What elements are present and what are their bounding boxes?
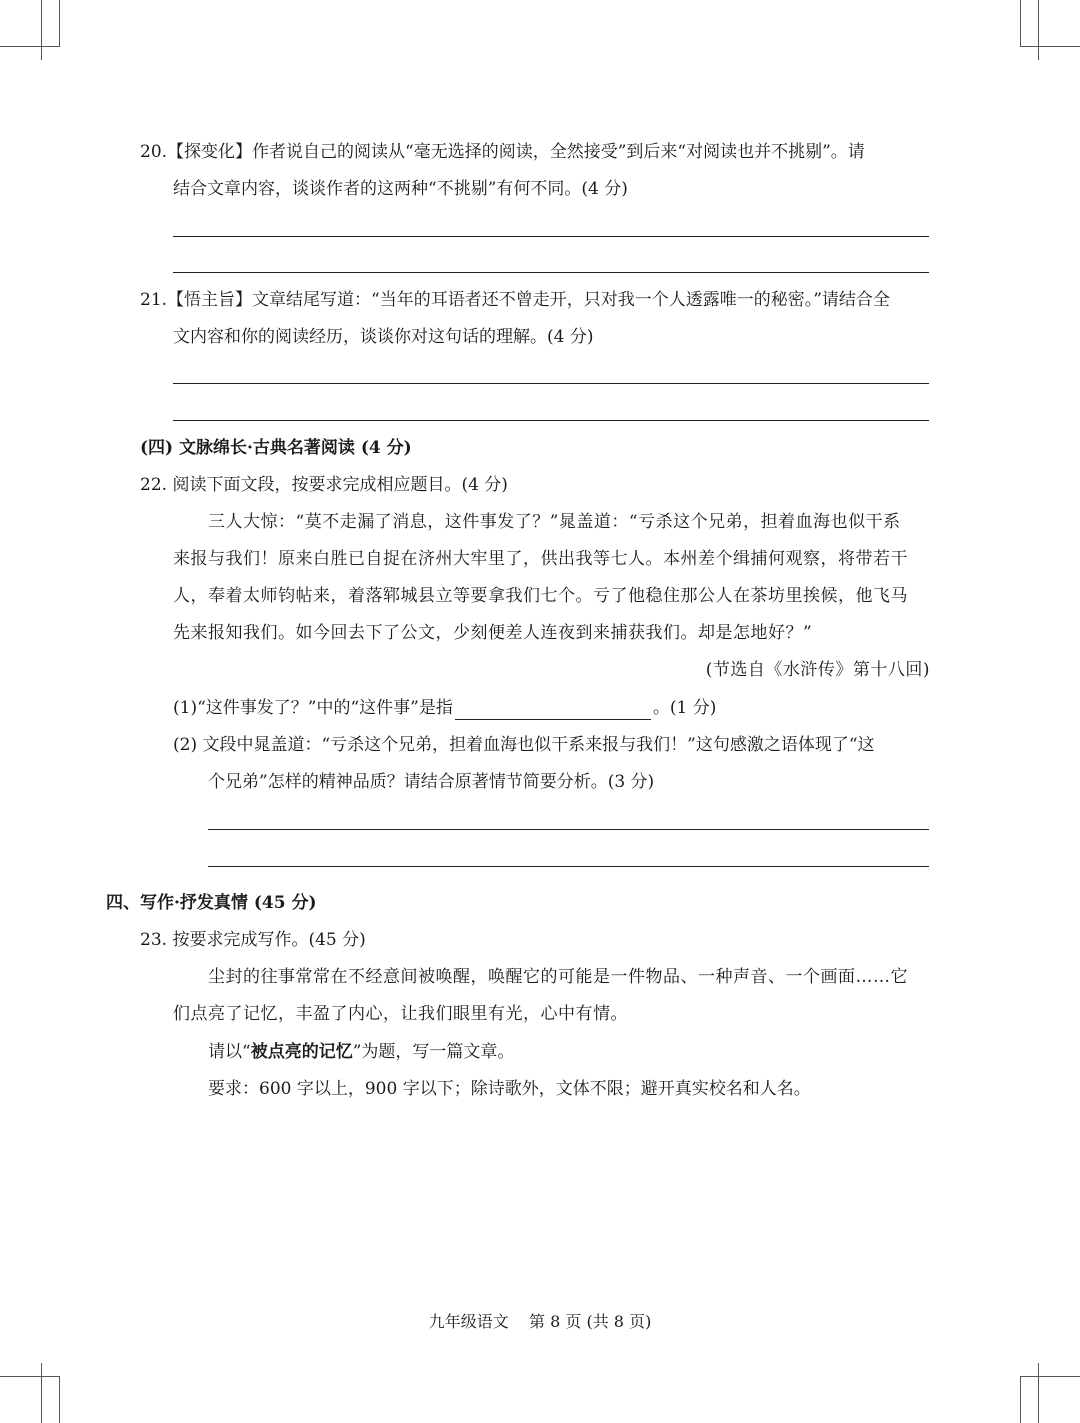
q22-sub2-line2: 个兄弟”怎样的精神品质？请结合原著情节简要分析。(3 分) xyxy=(208,772,655,792)
answer-line[interactable] xyxy=(173,420,929,421)
q22-sub1-score: 。(1 分) xyxy=(652,698,717,718)
crop-mark xyxy=(1038,1363,1039,1423)
essay-title: 被点亮的记忆 xyxy=(250,1042,353,1062)
q21-line2: 文内容和你的阅读经历，谈谈你对这句话的理解。(4 分) xyxy=(173,327,594,347)
crop-mark xyxy=(0,1376,60,1377)
crop-mark xyxy=(1038,0,1039,60)
part-heading: 四、写作·抒发真情 (45 分) xyxy=(106,893,317,913)
answer-line[interactable] xyxy=(173,272,929,273)
q23-prompt-after: ”为题，写一篇文章。 xyxy=(352,1042,515,1062)
fill-blank[interactable] xyxy=(455,701,651,720)
section-heading: (四) 文脉绵长·古典名著阅读 (4 分) xyxy=(140,438,412,458)
q22-sub2-line1: (2) 文段中晁盖道：“亏杀这个兄弟，担着血海也似干系来报与我们！”这句感激之语体现了“这 xyxy=(173,735,875,755)
q22-sub1-text: (1)“这件事发了？”中的“这件事”是指 xyxy=(173,698,453,718)
passage-line: 来报与我们！原来白胜已自捉在济州大牢里了，供出我等七人。本州差个缉捕何观察，将带若干 xyxy=(173,549,908,569)
crop-mark xyxy=(1020,1376,1080,1377)
q22-stem: 22. 阅读下面文段，按要求完成相应题目。(4 分) xyxy=(140,475,508,495)
crop-mark xyxy=(1020,46,1080,47)
crop-mark xyxy=(1020,1376,1021,1423)
answer-line[interactable] xyxy=(208,866,929,867)
q22-sub1 xyxy=(173,696,716,720)
answer-line[interactable] xyxy=(173,236,929,237)
crop-mark xyxy=(41,0,42,60)
passage-line: 三人大惊：“莫不走漏了消息，这件事发了？”晁盖道：“亏杀这个兄弟，担着血海也似干系 xyxy=(208,512,901,532)
answer-line[interactable] xyxy=(173,383,929,384)
page-footer: 九年级语文 第 8 页 (共 8 页) xyxy=(428,1312,652,1331)
crop-mark xyxy=(41,1363,42,1423)
crop-mark xyxy=(0,46,60,47)
answer-line[interactable] xyxy=(208,829,929,830)
q23-stem: 23. 按要求完成写作。(45 分) xyxy=(140,930,366,950)
crop-mark xyxy=(59,1376,60,1423)
q20-line2: 结合文章内容，谈谈作者的这两种“不挑剔”有何不同。(4 分) xyxy=(173,179,628,199)
q23-material-line1: 尘封的往事常常在不经意间被唤醒，唤醒它的可能是一件物品、一种声音、一个画面……它 xyxy=(208,967,908,987)
q21-line1: 21.【悟主旨】文章结尾写道：“当年的耳语者还不曾走开，只对我一个人透露唯一的秘密。”请结合全 xyxy=(140,290,890,310)
q23-prompt xyxy=(208,1040,514,1064)
crop-mark xyxy=(1020,0,1021,46)
passage-source: (节选自《水浒传》第十八回) xyxy=(705,660,930,680)
passage-line: 先来报知我们。如今回去下了公文，少刻便差人连夜到来捕获我们。却是怎地好？” xyxy=(173,623,813,643)
crop-mark xyxy=(59,0,60,46)
q23-prompt-before: 请以“ xyxy=(208,1042,251,1062)
q20-line1: 20.【探变化】作者说自己的阅读从“毫无选择的阅读，全然接受”到后来“对阅读也并不挑剔”。请 xyxy=(140,142,865,162)
q23-requirements: 要求：600 字以上，900 字以下；除诗歌外，文体不限；避开真实校名和人名。 xyxy=(208,1079,811,1099)
passage-line: 人，奉着太师钧帖来，着落郓城县立等要拿我们七个。亏了他稳住那公人在茶坊里挨候，他飞马 xyxy=(173,586,908,606)
q23-material-line2: 们点亮了记忆，丰盈了内心，让我们眼里有光，心中有情。 xyxy=(173,1004,628,1024)
